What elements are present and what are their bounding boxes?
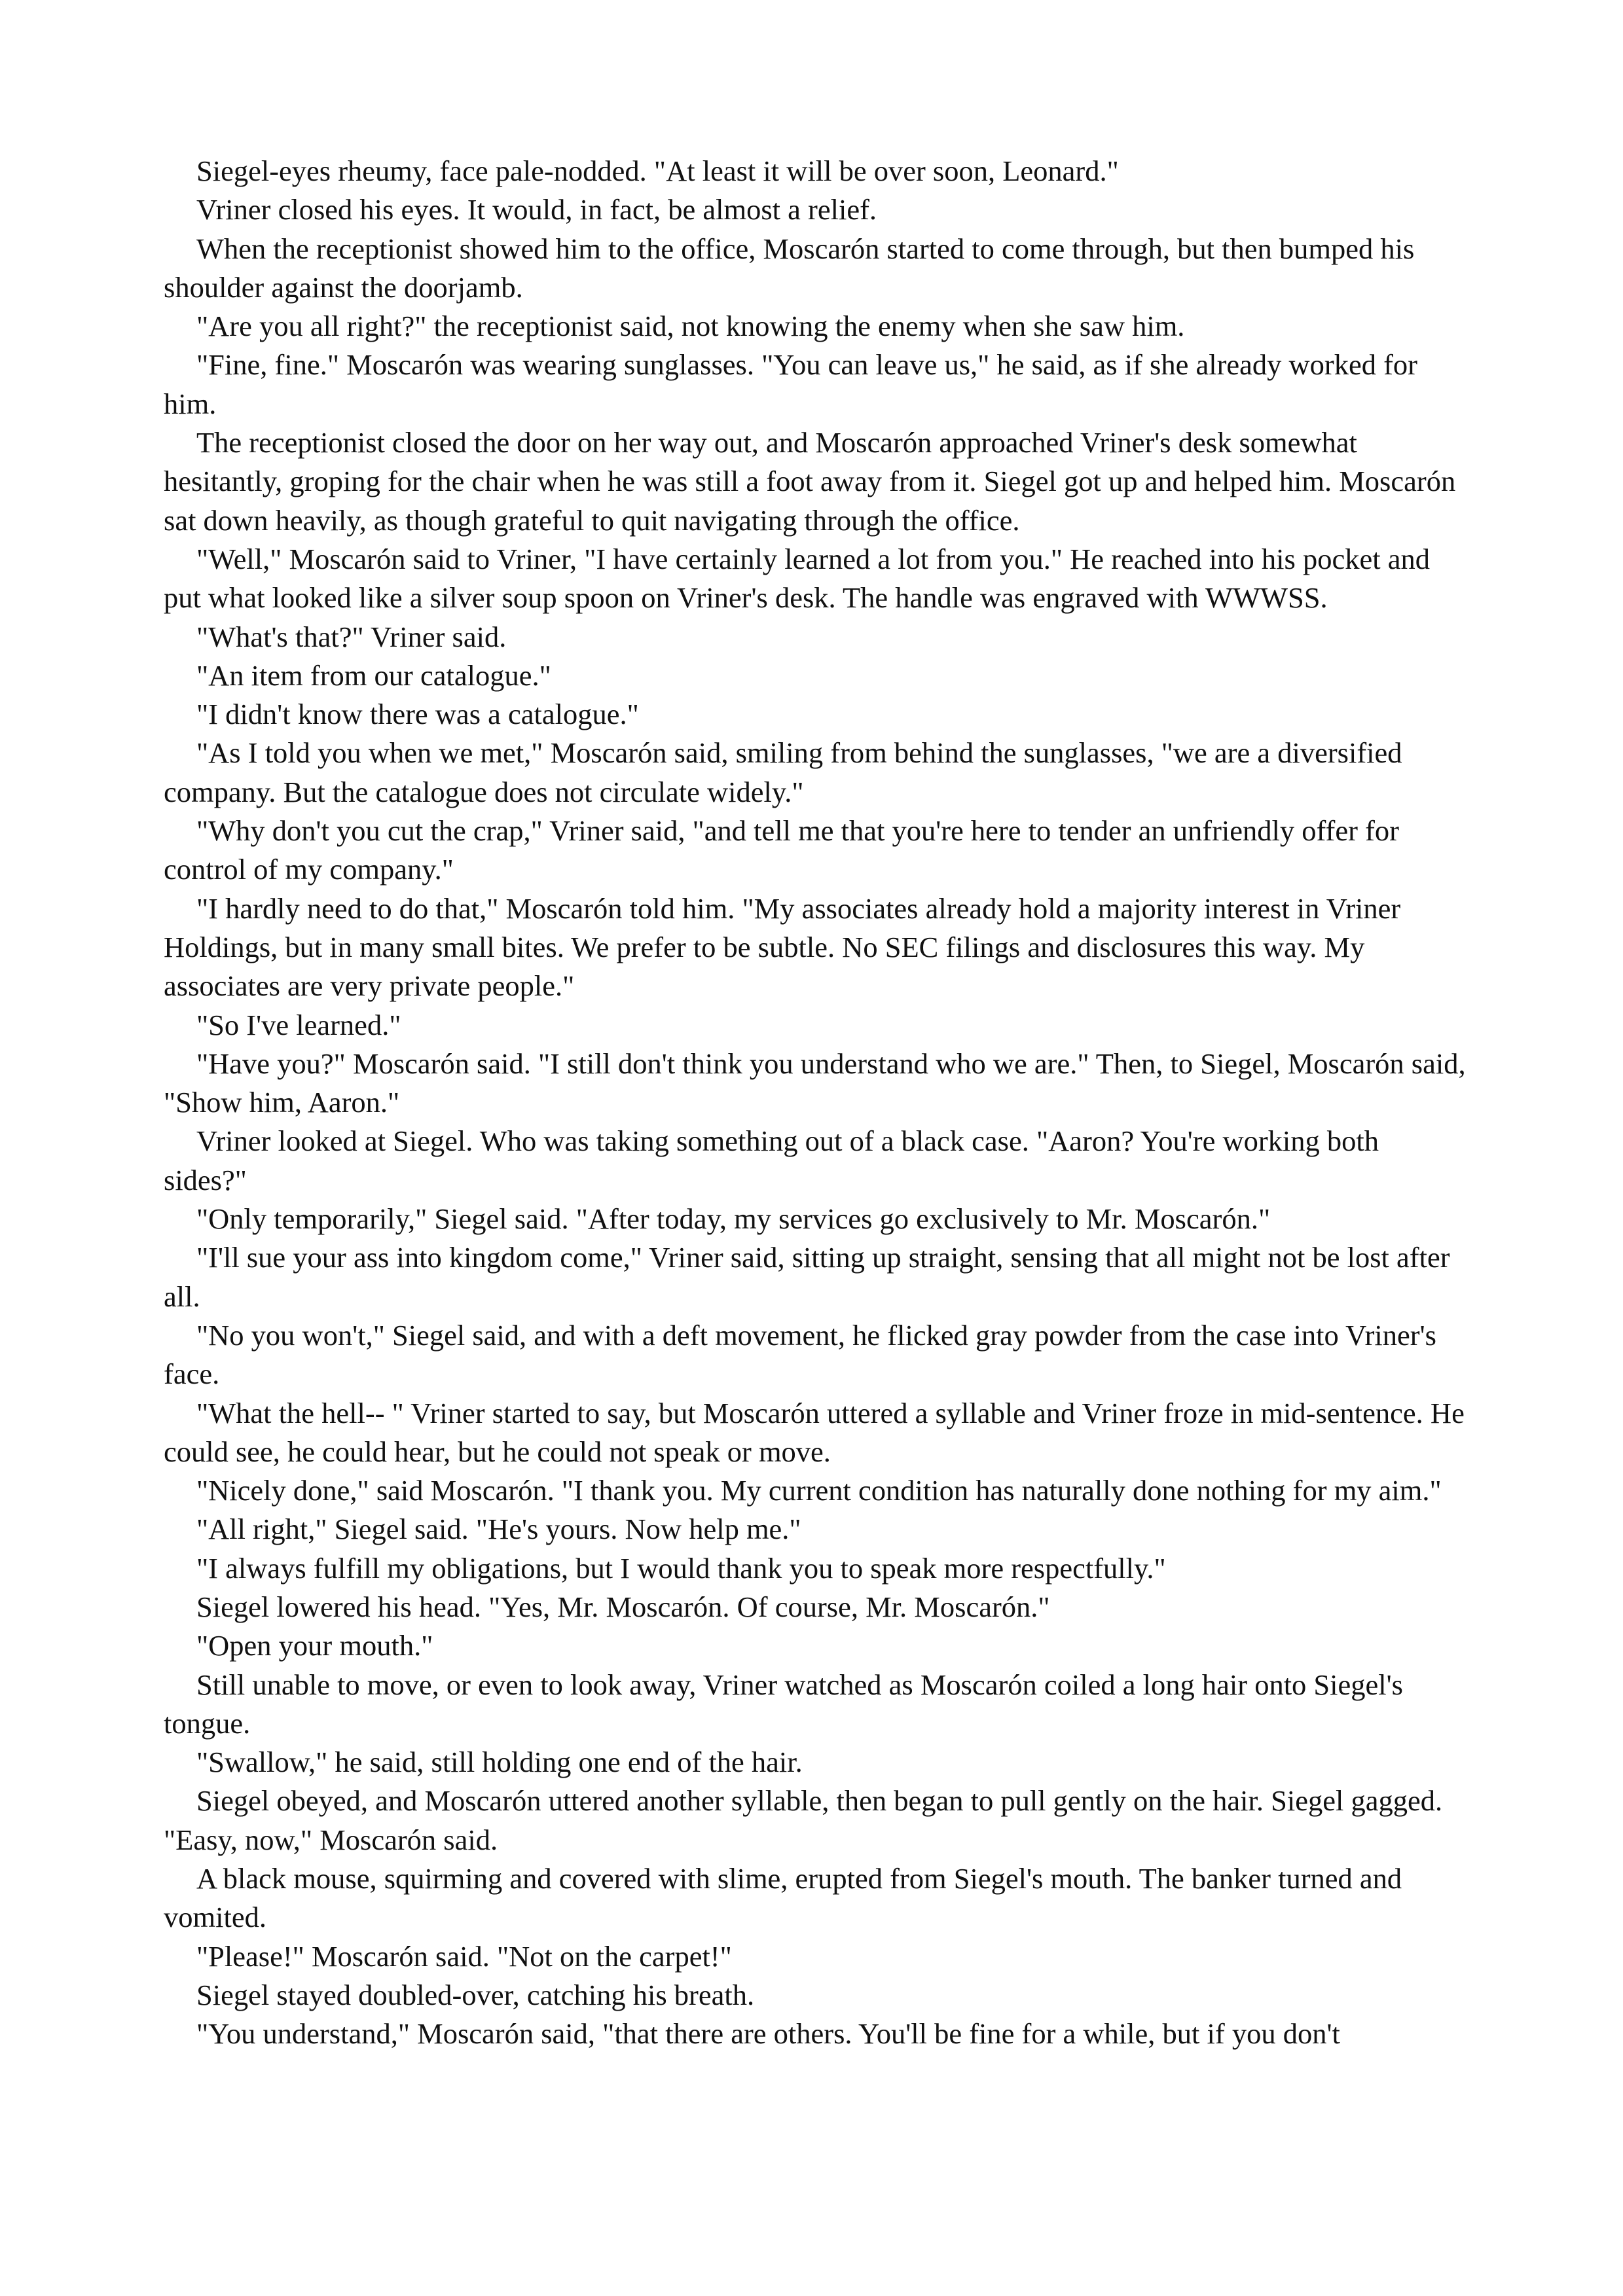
paragraph: "Nicely done," said Moscarón. "I thank you. My current condition has naturally done nothing for my aim." xyxy=(196,1474,1442,1507)
paragraph: "As I told you when we met," Moscarón said, smiling from behind the sunglasses, "we are a diversified company. But the catalogue does not circulate widely." xyxy=(164,736,1402,808)
paragraph: The receptionist closed the door on her way out, and Moscarón approached Vriner's desk somewhat hesitantly, groping for the chair when he was still a foot away from it. Siegel got up and helped him. Moscarón sat down heavily, as though grateful to quit navigating through the office. xyxy=(164,426,1456,537)
paragraph: Siegel lowered his head. "Yes, Mr. Moscarón. Of course, Mr. Moscarón." xyxy=(196,1590,1050,1623)
paragraph: "I'll sue your ass into kingdom come," Vriner said, sitting up straight, sensing that all might not be lost after all. xyxy=(164,1241,1450,1313)
paragraph: "What's that?" Vriner said. xyxy=(196,620,507,653)
paragraph: Siegel obeyed, and Moscarón uttered another syllable, then began to pull gently on the hair. Siegel gagged. "Easy, now," Moscarón said. xyxy=(164,1784,1443,1856)
paragraph: "I didn't know there was a catalogue." xyxy=(196,698,639,731)
paragraph: A black mouse, squirming and covered with slime, erupted from Siegel's mouth. The banker turned and vomited. xyxy=(164,1862,1402,1934)
document-page xyxy=(164,152,1467,2054)
paragraph: "Have you?" Moscarón said. "I still don't think you understand who we are." Then, to Siegel, Moscarón said, "Show him, Aaron." xyxy=(164,1047,1466,1119)
paragraph: Siegel-eyes rheumy, face pale-nodded. "At least it will be over soon, Leonard." xyxy=(196,154,1119,187)
paragraph: "Why don't you cut the crap," Vriner said, "and tell me that you're here to tender an unfriendly offer for control of my company." xyxy=(164,814,1399,886)
paragraph: Vriner closed his eyes. It would, in fact, be almost a relief. xyxy=(196,193,877,226)
paragraph: "All right," Siegel said. "He's yours. Now help me." xyxy=(196,1513,801,1546)
paragraph: "No you won't," Siegel said, and with a deft movement, he flicked gray powder from the case into Vriner's face. xyxy=(164,1318,1436,1391)
paragraph: "Only temporarily," Siegel said. "After today, my services go exclusively to Mr. Moscarón." xyxy=(196,1202,1271,1236)
paragraph: "Are you all right?" the receptionist said, not knowing the enemy when she saw him. xyxy=(196,310,1185,343)
paragraph: Still unable to move, or even to look away, Vriner watched as Moscarón coiled a long hair onto Siegel's tongue. xyxy=(164,1668,1403,1740)
paragraph: "So I've learned." xyxy=(196,1008,401,1041)
paragraph: Siegel stayed doubled-over, catching his breath. xyxy=(196,1978,755,2011)
paragraph: "I always fulfill my obligations, but I would thank you to speak more respectfully." xyxy=(196,1551,1166,1585)
paragraph: "I hardly need to do that," Moscarón told him. "My associates already hold a majority interest in Vriner Holdings, but in many small bites. We prefer to be subtle. No SEC filings and disclosures this way. My associates are very private people." xyxy=(164,891,1401,1003)
paragraph: "An item from our catalogue." xyxy=(196,658,551,692)
paragraph: "Swallow," he said, still holding one end of the hair. xyxy=(196,1746,803,1779)
paragraph: "Fine, fine." Moscarón was wearing sunglasses. "You can leave us," he said, as if she already worked for him. xyxy=(164,348,1417,420)
paragraph: "Open your mouth." xyxy=(196,1629,433,1662)
paragraph: "What the hell-- " Vriner started to say, but Moscarón uttered a syllable and Vriner froze in mid-sentence. He could see, he could hear, but he could not speak or move. xyxy=(164,1396,1465,1468)
paragraph: Vriner looked at Siegel. Who was taking something out of a black case. "Aaron? You're working both sides?" xyxy=(164,1124,1379,1196)
paragraph: When the receptionist showed him to the office, Moscarón started to come through, but then bumped his shoulder against the doorjamb. xyxy=(164,232,1415,304)
paragraph: "Well," Moscarón said to Vriner, "I have certainly learned a lot from you." He reached into his pocket and put what looked like a silver soup spoon on Vriner's desk. The handle was engraved with WWWSS. xyxy=(164,542,1430,615)
paragraph: "Please!" Moscarón said. "Not on the carpet!" xyxy=(196,1939,732,1973)
paragraph: "You understand," Moscarón said, "that there are others. You'll be fine for a while, but if you don't xyxy=(196,2017,1340,2051)
